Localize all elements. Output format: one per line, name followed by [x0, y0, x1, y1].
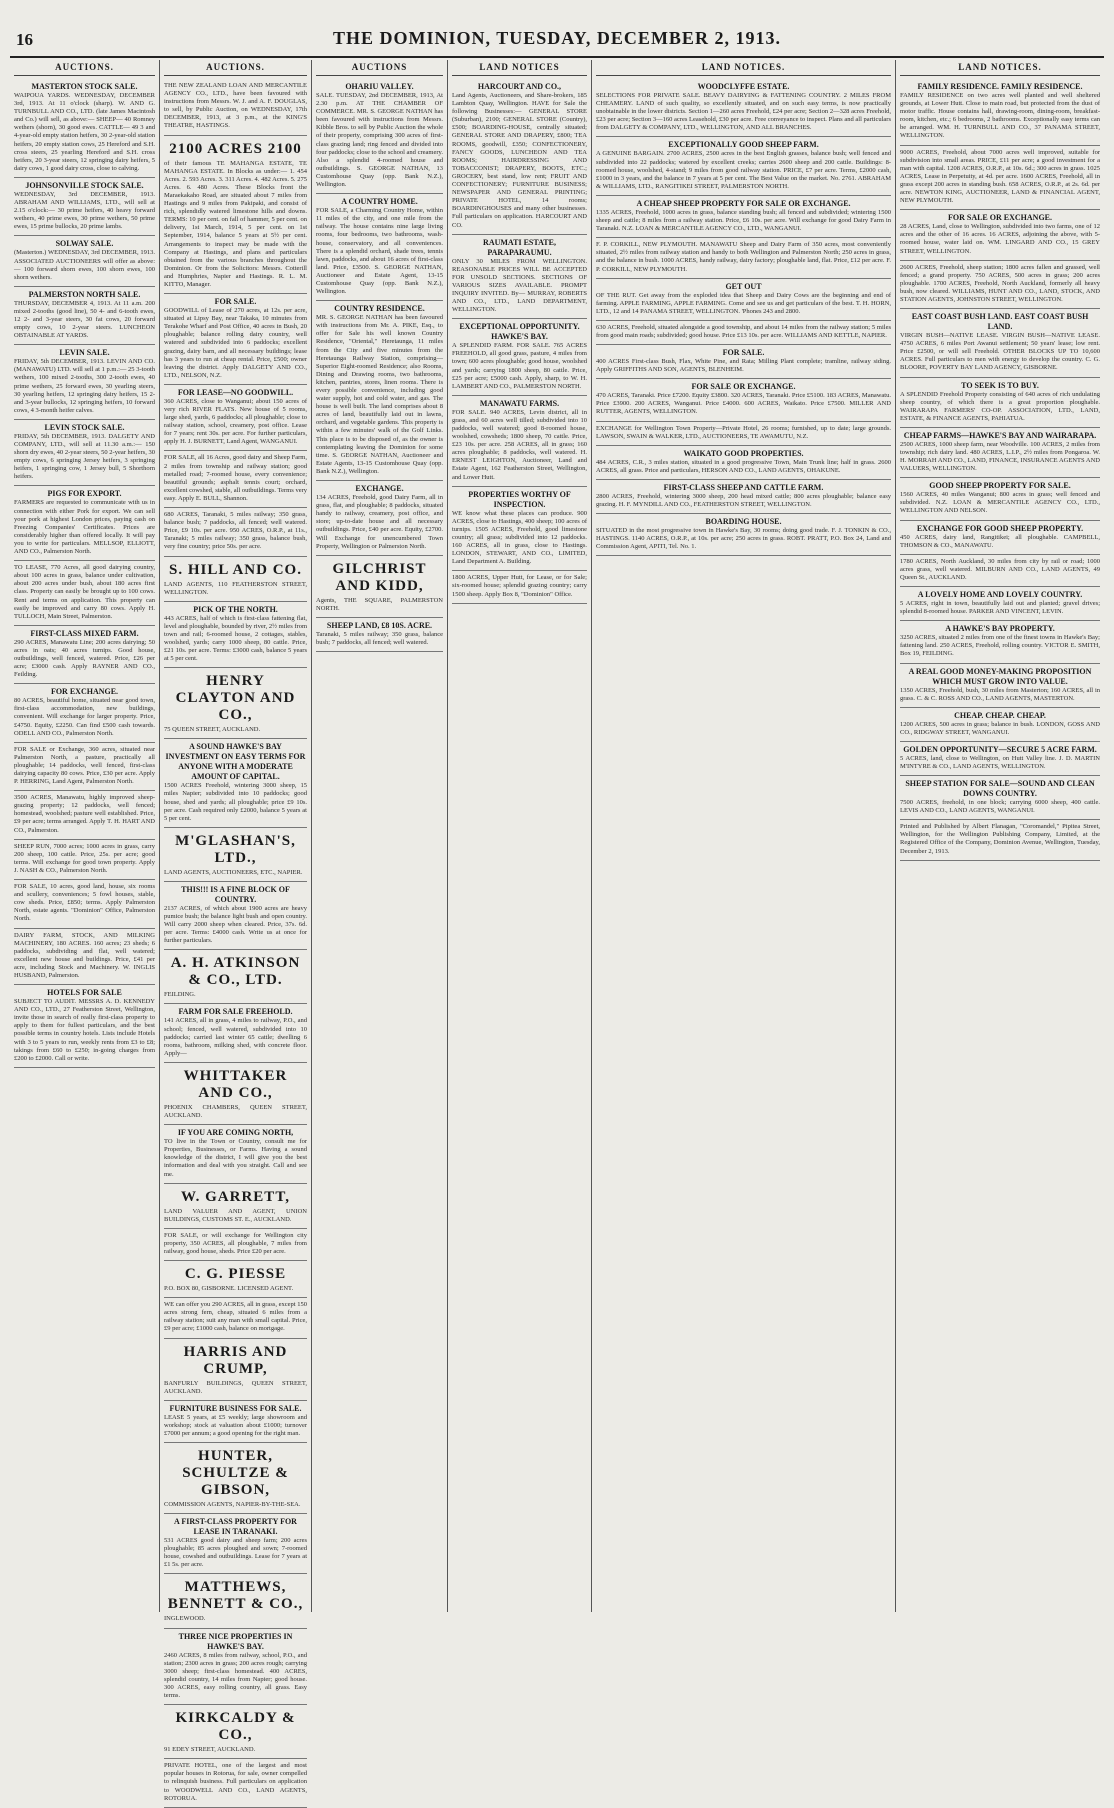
classified-ad: [14, 345, 155, 420]
classified-ad: [164, 1401, 307, 1443]
ad-body: PRIVATE HOTEL, one of the largest and most popular houses in Rotorua, for sale, owner compelled to relinquish business. Full particulars on application to WOODWELL AND CO., LAND AGENTS, ROTORUA.: [164, 1762, 307, 1802]
ad-body: WE can offer you 290 ACRES, all in grass, except 150 acres strong fern, cheap, situated 6 miles from a railway station; suit any man with small capital. Price, £9 per acre; £1000 cash, balance on mortgage.: [164, 1301, 307, 1333]
ad-body: 7500 ACRES, freehold, in one block; carrying 6000 sheep, 400 cattle. LEVIS AND CO., LAND AGENTS, WANGANUI.: [900, 799, 1100, 815]
ad-body: Land Agents, Auctioneers, and Share-brokers, 185 Lambton Quay, Wellington. HAVE for Sale the following Businesses:— GENERAL STORE (Suburban), 2100; GENERAL STORE (Country), £500; BOARDING-HOUSE, centrally situated; GENERAL STORE AND DRAPERY, £800; TEA ROOMS, goodwill, £350; CONFECTIONERY, FANCY GOODS, LUNCHEON AND TEA ROOMS; HAIRDRESSING AND TOBACCONIST; DRAPERY, BOOTS, ETC.; GROCERY, best stand, low rent; FRUIT AND CONFECTIONERY; FURNITURE BUSINESS; NEWSPAPER AND GENERAL PRINTING; PRIVATE HOTEL, 14 rooms; BOARDINGHOUSES and many other businesses. Full particulars on application. HARCOURT AND CO.: [452, 92, 587, 229]
classified-ad: [14, 985, 155, 1068]
ad-title: CHEAP. CHEAP. CHEAP.: [954, 710, 1046, 720]
ad-title: FOR LEASE—NO GOODWILL.: [177, 387, 294, 397]
classified-ad: [164, 294, 307, 385]
column-heading: LAND NOTICES: [452, 60, 587, 76]
ad-title: HARCOURT AND CO.,: [477, 82, 562, 91]
column-heading: AUCTIONS.: [164, 60, 307, 76]
ad-body: 5 ACRES, land, close to Wellington, on Hutt Valley line. J. D. MARTIN M'INTYRE & CO., LAND AGENTS, WELLINGTON.: [900, 754, 1100, 770]
classified-ad: [14, 561, 155, 626]
ad-title: PICK OF THE NORTH.: [193, 604, 278, 614]
ad-body: 680 ACRES, Taranaki, 5 miles railway; 350 grass, balance bush; 7 paddocks, all fenced; well watered. Price, £9 10s. per acre. 950 ACRES, O.R.P., at 11s., Taranaki; 5 miles railway; 350 grass, balance bush, very fine country; price 50s. per acre.: [164, 511, 307, 551]
ad-body: SALE. TUESDAY, 2nd DECEMBER, 1913, At 2.30 p.m. AT THE CHAMBER OF COMMERCE. MR. S. GEORGE NATHAN has been favoured with instructions from Messrs. Kibble Bros. to sell by Public Auction the whole of their property, comprising 300 acres of first-class grazing land; ring fenced and divided into four paddocks; close to the school and creamery. Also a splendid 4-roomed house and outbuildings. S. GEORGE NATHAN, 13 Customhouse Quay (opp. Bank N.Z.), Wellington.: [316, 92, 443, 189]
classified-ad: [164, 1705, 307, 1759]
ad-body: LEASE 5 years, at £5 weekly; large showroom and workshop; stock at valuation about £1000; turnover £7000 per annum; a good opening for the right man.: [164, 1413, 307, 1437]
classified-ad: [596, 514, 891, 556]
classified-ad: [164, 1443, 307, 1514]
column-heading: AUCTIONS: [316, 60, 443, 76]
classified-ad: [900, 521, 1100, 555]
column-heading: LAND NOTICES.: [596, 60, 891, 76]
ad-body: SUBJECT TO AUDIT. MESSRS A. D. KENNEDY AND CO., LTD., 27 Featherston Street, Wellington, invite those in search of really first-class property to apply to them for fullest particulars, and the best possible terms in country hotels. Lists include Hotels with 3 to 5 years to run, weekly rents from £3 to £8; takings from £60 to £250; in-going charges from £200 to £2000. Call or write.: [14, 998, 155, 1062]
classified-ad: [164, 882, 307, 950]
ad-title: FAMILY RESIDENCE. FAMILY RESIDENCE.: [917, 82, 1083, 91]
ad-title: LEVIN SALE.: [59, 348, 110, 358]
ad-body: 443 ACRES, half of which is first-class fattening flat, level and ploughable, bounded by river, 2½ miles from town and rail; 6-roomed house, 2 cottages, stables, woolshed, yards; carry 1000 sheep, 80 cattle. Price, £21 10s. per acre. Terms: £3000 cash, balance 5 years at 5 per cent.: [164, 614, 307, 663]
ad-title: EXCEPTIONAL OPPORTUNITY. HAWKE'S BAY.: [459, 322, 580, 342]
ad-body: 1335 ACRES, Freehold, 1000 acres in grass, balance standing bush; all fenced and subdivided; wintering 1500 sheep and cattle; 8 miles from a railway station. Price, £6 10s. per acre. Will exchange for good Dairy Farm in Taranaki. N.Z. LOAN & MERCANTILE AGENCY CO., LTD., WANGANUI.: [596, 208, 891, 233]
classified-ad: [164, 1574, 307, 1628]
ad-body: SELECTIONS FOR PRIVATE SALE. BEAVY DAIRYING & FATTENING COUNTRY. 2 MILES FROM CHEAMERY. LAND of such quality, so excellently situated, and on such easy terms, is now practically unobtainable in the lower districts. Section 1—260 acres Freehold, £24 per acre; Section 2—328 acres Freehold, £23 per acre; Section 3—160 acres Leasehold, £30 per acre. Free conveyance to inspect. Plans and all particulars from DALGETY & COMPANY, LTD., WELLINGTON, AND ALL BRANCHES.: [596, 92, 891, 132]
classified-ad: [14, 626, 155, 684]
ad-body: WE know what these places can produce. 900 ACRES, close to Hastings, 400 sheep; 100 acres of turnips. 1505 ACRES, Freehold, good limestone country; all grass; subdivided into 12 paddocks. 160 ACRES, all in grass, close to Hastings. LONDON, STEWART, AND CO., LIMITED, Land Department A. Building.: [452, 509, 587, 566]
ad-body: Agents, THE SQUARE, PALMERSTON NORTH.: [316, 596, 443, 612]
ad-title: RAUMATI ESTATE, PARAPARAUMU.: [483, 237, 556, 257]
classified-ad: [164, 451, 307, 508]
classified-ad: [900, 664, 1100, 708]
ad-body: DAIRY FARM, STOCK, AND MILKING MACHINERY, 180 ACRES. 160 acres; 23 sheds; 6 paddocks, subdividing and flat, well watered; excellent new house and buildings. Price, £41 per acre, including Stock and Machinery. W. INGLIS HUSBAND, Palmerston.: [14, 931, 155, 979]
ad-title: A LOVELY HOME AND LOVELY COUNTRY.: [917, 590, 1083, 600]
classified-ad: [900, 309, 1100, 377]
ad-body: 3250 ACRES, situated 2 miles from one of the finest towns in Hawke's Bay; fattening land. 250 ACRES, Freehold, rolling country. VICTOR E. SMITH, Box 19, FEILDING.: [900, 634, 1100, 658]
classified-ad: [164, 1229, 307, 1261]
ad-body: WEDNESDAY, 3rd DECEMBER, 1913. ABRAHAM AND WILLIAMS, LTD., will sell at 2.15 o'clock:— 30 prime heifers, 40 heavy forward wethers, 40 prime ewes, 30 prime wethers, 50 prime ewes, 15 prime bullocks, 20 prime lambs.: [14, 190, 155, 231]
classified-ad: [14, 178, 155, 236]
ad-advertiser-name: HENRY CLAYTON AND CO.,: [175, 673, 296, 724]
ad-body: OF THE RUT. Get away from the exploded idea that Sheep and Dairy Cows are the beginning and end of farming. APPLE FARMING, APPLE FARMING. Come and see us and get particulars of the best. T. H. HORN, LTD., 12 and 14 PANAMA STREET, WELLINGTON. 'Phones 243 and 2800.: [596, 291, 891, 315]
ad-advertiser-name: KIRKCALDY & CO.,: [175, 1710, 296, 1744]
ad-title: CHEAP FARMS—HAWKE'S BAY AND WAIRARAPA.: [903, 430, 1097, 440]
ad-body: TO live in the Town or Country, consult me for Properties, Businesses, or Farms. Having a sound knowledge of the district, I will give you the best information and deal with you straight. Call and see me.: [164, 1138, 307, 1178]
ad-body: 450 ACRES, dairy land, Rangitikei; all ploughable. CAMPBELL, THOMSON & CO., MANAWATU.: [900, 533, 1100, 549]
ad-body: SHEEP RUN, 7000 acres; 1000 acres in grass, carry 200 sheep, 100 cattle. Price, 25s. per acre; good terms. Will exchange for good town property. Apply J. NASH & CO., Palmerston North.: [14, 842, 155, 874]
classified-ad: [14, 840, 155, 880]
classified-ad: [900, 742, 1100, 776]
ad-body: BANFURLY BUILDINGS, QUEEN STREET, AUCKLAND.: [164, 1379, 307, 1395]
ad-body: FOR SALE, all 16 Acres, good dairy and Sheep Farm, 2 miles from township and railway station; good metalled road; 7-roomed house, every convenience; beautiful grounds; asphalt tennis court; orchard, excellent cowshed, stable, all outbuildings. Terms very easy. Apply E. BULL, Shannon.: [164, 454, 307, 502]
ad-body: 134 ACRES, Freehold, good Dairy Farm, all in grass, flat, and ploughable; 8 paddocks, situated handy to railway, creamery, post office, and store; up-to-date house and all necessary outbuildings. Price, £40 per acre. Equity, £2700. Will Exchange for unencumbered Town Property, Wellington or Palmerston North.: [316, 494, 443, 550]
ad-title: GOLDEN OPPORTUNITY—SECURE 5 ACRE FARM.: [903, 744, 1097, 754]
ad-title: TO SEEK IS TO BUY.: [961, 380, 1039, 390]
ad-title: FOR EXCHANGE.: [50, 687, 119, 697]
classified-ad: [452, 79, 587, 235]
ad-title: FIRST-CLASS MIXED FARM.: [30, 628, 139, 638]
classified-ad: [596, 446, 891, 480]
ad-body: 1560 ACRES, 40 miles Wanganui; 800 acres in grass; well fenced and subdivided. N.Z. LOAN & MERCANTILE AGENCY CO., LTD., WELLINGTON AND NELSON.: [900, 491, 1100, 515]
ad-body: EXCHANGE for Wellington Town Property—Private Hotel, 26 rooms; furnished, up to date; large grounds. LAWSON, SWAIN & WALKER, LTD., AUCTIONEERS, TE AWAMUTU, N.Z.: [596, 424, 891, 440]
classified-ad: [164, 668, 307, 739]
classified-ad: [452, 571, 587, 603]
classified-ad: [164, 385, 307, 452]
ad-body: F. P. CORKILL, NEW PLYMOUTH. MANAWATU Sheep and Dairy Farm of 350 acres, most conveniently situated, 2½ miles from railway station and handy to both Wellington and Palmerston North; 250 acres in grass, and the balance in bush. 1000 ACRES, handy railway, dairy factory; ploughable land, flat. Price, £12 per acre. F. P. CORKILL, NEW PLYMOUTH.: [596, 241, 891, 273]
ad-body: FOR SALE or Exchange, 360 acres, situated near Palmerston North, a pasture, practically all ploughable; 14 paddocks, well fenced, first-class dairying capacity 80 cows. Price, £30 per acre. Apply P. HERRING, Land Agent, Palmerston North.: [14, 745, 155, 786]
classified-ad: [164, 950, 307, 1004]
classified-ad: [14, 486, 155, 561]
classified-ad: [164, 1261, 307, 1298]
classified-ad: [316, 556, 443, 618]
page-header: [10, 26, 1104, 58]
ad-title: BOARDING HOUSE.: [705, 517, 782, 527]
ad-title: FOR SALE OR EXCHANGE.: [691, 382, 796, 392]
classified-ad: [164, 1004, 307, 1062]
ad-body: Taranaki, 5 miles railway; 350 grass, balance bush; 7 paddocks, all fenced; well watered.: [316, 630, 443, 646]
classified-ad: [900, 428, 1100, 478]
ad-body: 484 ACRES, C.R., 3 miles station, situated in a good progressive Town, Main Trunk line; half in grass. 2600 ACRES, all grass. Price and particulars, HERSON AND CO., LAND AGENTS, OHAKUNE.: [596, 458, 891, 474]
ad-body: FOR SALE, 10 acres, good land, house, six rooms and scullery, conveniences; 5 fowl houses, stable, cow sheds. Price, £850; terms. Apply Palmerston North, estate agents. "Dominion" Office, Palmerston North.: [14, 883, 155, 923]
ad-advertiser-name: MATTHEWS, BENNETT & CO.,: [167, 1579, 304, 1613]
ad-body: WAIPOUA YARDS. WEDNESDAY, DECEMBER 3rd, 1913. At 11 o'clock (sharp). W. AND G. TURNBULL AND CO., LTD. (late James Macintosh and Co.) will sell, as above:— SHEEP— 40 Romney wethers (shorn), 30 good ewes. CATTLE— 49 3 and 4-year-old empty station heifers, 30 2-year-old station heifers, 20 empty station cows, 25 Hereford and S.H. cross steers, 25 yearling Hereford and S.H. cross heifers, 20 3-year steers, 12 springing dairy heifers, 5 dairy cows, 1 good dairy cross, close to calving.: [14, 92, 155, 172]
classified-ad: [14, 236, 155, 286]
ad-title: JOHNSONVILLE STOCK SALE.: [25, 180, 144, 190]
ad-body: 1800 ACRES, Upper Hutt, for Lease, or for Sale; six-roomed house; splendid grazing country; carry 1500 sheep. Apply Box 8, "Dominion" Office.: [452, 574, 587, 598]
ad-advertiser-name: W. GARRETT,: [181, 1188, 290, 1205]
ad-body: LAND AGENTS, 110 FEATHERSTON STREET, WELLINGTON.: [164, 580, 307, 596]
classified-ad: [596, 79, 891, 137]
ad-advertiser-name: M'GLASHAN'S, LTD.,: [175, 832, 296, 866]
ad-advertiser-name: 2100 ACRES 2100: [169, 140, 302, 157]
classified-ad: [164, 1339, 307, 1401]
ad-body: 80 ACRES, beautiful home, situated near good town, first-class accommodation, new buildings, convenient. Will exchange for larger property. Price, £4750. Equity, £2250. Can find £500 cash towards. ODELL AND CO., Palmerston North.: [14, 697, 155, 737]
ad-body: 91 EDEY STREET, AUCKLAND.: [164, 1746, 256, 1754]
ad-body: 531 ACRES good dairy and sheep farm; 200 acres ploughable; 85 acres ploughed and sown; 7-roomed house, cowshed and outbuildings. Lease for 7 years at £1 5s. per acre.: [164, 1537, 307, 1569]
ad-title: A COUNTRY HOME.: [341, 197, 418, 207]
ad-title: OHARIU VALLEY.: [345, 82, 414, 91]
column-3: [312, 60, 448, 1612]
classified-ad: [14, 420, 155, 487]
ad-title: FOR SALE OR EXCHANGE.: [947, 213, 1052, 223]
ad-title: LEVIN STOCK SALE.: [44, 422, 125, 432]
ad-title: SOLWAY SALE.: [55, 239, 114, 249]
ad-body: 2600 ACRES, Freehold, sheep station; 1800 acres fallen and grassed, well fenced; a grand property. 750 ACRES, 500 acres in grass; 200 acres ploughable. 1700 ACRES, Freehold, North Auckland, formerly all heavy bush, now cleared. WILLIAMS, HUNT AND CO., LAND, STOCK, AND STATION AGENTS, JOHNSTON STREET, WELLINGTON.: [900, 263, 1100, 303]
ad-body: 28 ACRES, Land, close to Wellington, subdivided into two farms, one of 12 acres and the other of 16 acres. 16 ACRES, adjoining the above, with 5-roomed house, water laid on. WM. LINGARD AND CO., 15 GREY STREET, WELLINGTON.: [900, 223, 1100, 255]
classified-ad: [164, 1759, 307, 1807]
column-6: [896, 60, 1104, 1612]
classified-ad: [900, 210, 1100, 260]
ad-body: THURSDAY, DECEMBER 4, 1913. At 11 a.m. 200 mixed 2-tooths (good line), 50 4- and 6-tooth ewes, 12 2- and 3-year steers, 30 fat cows, 20 forward empty cows, 10 2-year steers. LUNCHEON OBTAINABLE AT YARDS.: [14, 299, 155, 340]
classified-ad: [900, 776, 1100, 820]
ad-body: 3500 ACRES, Manawatu, highly improved sheep-grazing property; 12 paddocks, well fenced; homestead, woolshed; pasture well established. Price, £9 per acre; terms arranged. Apply T. H. HART AND CO., Palmerston.: [14, 794, 155, 834]
newspaper-columns: [10, 60, 1104, 1802]
ad-body: ONLY 30 MILES FROM WELLINGTON. REASONABLE PRICES WILL BE ACCEPTED FOR UNSOLD SECTIONS. SECTIONS OF VARIOUS SIZES AVAILABLE. PROMPT INQUIRY INVITED. By— MURRAY, ROBERTS AND CO., LTD., LAND DEPARTMENT, WELLINGTON.: [452, 257, 587, 314]
classified-ad: [900, 146, 1100, 211]
classified-ad: [14, 684, 155, 742]
ad-body: 630 ACRES, Freehold, situated alongside a good township, and about 14 miles from the railway station; 5 miles from good main roads; subdivided; good house. Price £13 10s. per acre. WILLIAMS AND KETTLE, NAPIER.: [596, 323, 891, 339]
ad-body: 1350 ACRES, Freehold, bush, 30 miles from Masterton; 160 ACRES, all in grass. C. & C. ROSS AND CO., LAND AGENTS, MASTERTON.: [900, 686, 1100, 702]
masthead: THE DOMINION, TUESDAY, DECEMBER 2, 1913.: [333, 28, 781, 48]
classified-ad: [452, 235, 587, 320]
ad-title: A FIRST-CLASS PROPERTY FOR LEASE IN TARANAKI.: [174, 1517, 297, 1537]
classified-ad: [164, 828, 307, 882]
ad-body: 9000 ACRES, Freehold, about 7000 acres well improved, suitable for subdivision into small areas. PRICE, £11 per acre; a good investment for a man with capital. 1208 ACRES, O.R.P., at 10s. 6d.; 300 acres in grass. 1025 ACRES, Lease in Perpetuity, at 4d. per acre. 1600 ACRES, Freehold, all in grass except 200 acres in standing bush. 658 ACRES, O.R.P., at 2s. 6d. per acre. NEWTON KING, AUCTIONEER, LAND & FINANCIAL AGENT, NEW PLYMOUTH.: [900, 148, 1100, 205]
classified-ad: [14, 929, 155, 986]
classified-ad: [164, 508, 307, 556]
ad-body: GOODWILL of Lease of 270 acres, at 12s. per acre, situated at Lipsy Bay, near Takaka, 10 minutes from Terakohe Wharf and Post Office, 40 acres in Bush, 20 ploughable; balance rolling dairy country, well watered and subdivided into 6 paddocks; excellent grazing, dairy barn, and all necessary buildings; lease has 3 years to run at cheap rental. Price, £500; owner leaving the district. Apply DALGETY AND CO., LTD., NELSON, N.Z.: [164, 307, 307, 379]
ad-body: A SPLENDID Freehold Property consisting of 640 acres of rich undulating sheep country, of which there is a great proportion ploughable. WAIRARAPA FARMERS' CO-OP. ASSOCIATION, LTD., LAND, ESTATE, & FINANCE AGENTS, PAHIATUA.: [900, 390, 1100, 422]
ad-body: TO LEASE, 770 Acres, all good dairying country, about 100 acres in grass, balance under cultivation, about 200 acres under bush, about 180 acres first class. Property can easily be brought up to 100 cows. Rent and terms on application. This property can easily be improved and carry 80 cows. Apply H. TULLOCH, Main Street, Palmerston.: [14, 564, 155, 620]
ad-title: A CHEAP SHEEP PROPERTY FOR SALE OR EXCHANGE.: [636, 198, 851, 208]
ad-title: PALMERSTON NORTH SALE.: [28, 289, 141, 299]
classified-ad: [164, 1125, 307, 1183]
ad-body: 5 ACRES, right in town, beautifully laid out and planted; gravel drives; splendid 8-roomed house. PARKER AND VINCENT, LEVIN.: [900, 600, 1100, 616]
classified-ad: [596, 321, 891, 345]
ad-body: FARMERS are requested to communicate with us in connection with either Pork for export. We can sell your pork at highest London prices, paying cash on Freezing Companies' Certificates. Prices are considerably higher than offered locally. It will pay you to write for particulars. MELLSOP, ELLIOTT, AND CO., Palmerston North.: [14, 499, 155, 556]
ad-title: COUNTRY RESIDENCE.: [334, 304, 425, 314]
ad-title: IF YOU ARE COMING NORTH,: [177, 1128, 294, 1138]
ad-body: LAND VALUER AND AGENT, UNION BUILDINGS, CUSTOMS ST. E., AUCKLAND.: [164, 1207, 307, 1223]
column-4: [448, 60, 592, 1612]
classified-ad: [14, 743, 155, 791]
ad-title: SHEEP LAND, £8 10S. ACRE.: [326, 620, 433, 630]
ad-title: FIRST-CLASS SHEEP AND CATTLE FARM.: [663, 482, 824, 492]
classified-ad: [596, 379, 891, 421]
ad-body: FEILDING.: [164, 991, 196, 999]
classified-ad: [596, 480, 891, 514]
ad-body: FRIDAY, 5th DECEMBER, 1913. DALGETY AND COMPANY, LTD., will sell at 11.30 a.m.:— 150 shorn dry ewes, 40 2-year steers, 50 2-year heifers, 30 empty cows, 6 springing Jersey heifers, 3 springing heifers, 1 springing cow, 1 Jersey bull, 5 Shorthorn heifers.: [14, 432, 155, 481]
ad-advertiser-name: GILCHRIST AND KIDD,: [332, 560, 427, 594]
classified-ad: [164, 136, 307, 295]
column-2: [160, 60, 312, 1802]
ad-body: FOR SALE, or will exchange for Wellington city property, 350 ACRES, all ploughable, 7 miles from railway, good house, sheds. Price £20 per acre.: [164, 1231, 307, 1255]
ad-title: WAIKATO GOOD PROPERTIES.: [683, 448, 804, 458]
ad-title: GET OUT: [725, 281, 762, 291]
ad-title: HOTELS FOR SALE: [47, 988, 122, 998]
ad-title: A SOUND HAWKE'S BAY INVESTMENT ON EASY TERMS FOR ANYONE WITH A MODERATE AMOUNT OF CAPITAL.: [165, 742, 306, 782]
ad-body: 141 ACRES, all in grass, 4 miles to railway, P.O., and school; fenced, well watered, subdivided into 10 paddocks; carried last winter 65 cattle; dwelling 6 rooms, bathroom, milking shed, with concrete floor. Apply—: [164, 1017, 307, 1057]
ad-body: FOR SALE, a Charming Country Home, within 11 miles of the city, and one mile from the railway. The house contains nine large living rooms, four bedrooms, two bathrooms, wash-house, conservatory, and all conveniences. There is a splendid orchard, shade trees, tennis lawn, paddocks, and about 16 acres of first-class land. Price, £3500. S. GEORGE NATHAN, Auctioneer and Estate Agent, 13-15 Customhouse Quay (opp. Bank N.Z.), Wellington.: [316, 207, 443, 296]
classified-ad: [316, 618, 443, 652]
classified-ad: [900, 621, 1100, 663]
ad-title: THIS!!! IS A FINE BLOCK OF COUNTRY.: [181, 884, 290, 904]
classified-ad: [14, 880, 155, 928]
ad-body: INGLEWOOD.: [164, 1615, 206, 1623]
ad-title: MANAWATU FARMS.: [479, 398, 560, 408]
ad-body: COMMISSION AGENTS, NAPIER-BY-THE-SEA.: [164, 1501, 301, 1508]
ad-body: FRIDAY, 5th DECEMBER, 1913. LEVIN AND CO. (MANAWATU) LTD. will sell at 1 p.m.:— 25 3-tooth wethers, 100 mixed 2-tooths, 300 2-tooth ewes, 40 prime wethers, 25 forward ewes, 30 yearling steers, 30 yearling heifers, 12 springing dairy heifers, 15 2- and 3-year bullocks, 12 springing heifers, 10 forward cows, 4 3-month heifer calves.: [14, 358, 155, 414]
ad-title: FOR SALE.: [214, 297, 257, 307]
ad-advertiser-name: HUNTER, SCHULTZE & GIBSON,: [182, 1448, 289, 1498]
ad-title: FARM FOR SALE FREEHOLD.: [178, 1007, 293, 1017]
ad-body: PHOENIX CHAMBERS, QUEEN STREET, AUCKLAND.: [164, 1103, 307, 1120]
ad-title: FOR SALE.: [722, 348, 765, 358]
ad-body: 290 ACRES, Manawatu Line; 200 acres dairying; 50 acres in oats; 40 acres turnips. Good house, outbuildings, well fenced, watered. Price, £26 per acre; £3000 cash. Apply RAYNER AND CO., Feilding.: [14, 638, 155, 679]
ad-advertiser-name: A. H. ATKINSON & CO., LTD.: [170, 955, 301, 989]
ad-advertiser-name: C. G. PIESSE: [184, 1266, 287, 1283]
classified-ad: [14, 791, 155, 839]
ad-title: GOOD SHEEP PROPERTY FOR SALE.: [929, 481, 1071, 491]
classified-ad: [316, 481, 443, 556]
ad-body: 360 ACRES, close to Wanganui; about 150 acres of very rich RIVER FLATS. New house of 5 rooms, large shed, yards, 6 paddocks; all ploughable; close to railway station, school, creamery, post office. Lease for 7 years; rent 30s. per acre. For further particulars, apply H. J. BURNETT, Land Agent, WANGANUI.: [164, 397, 307, 446]
ad-body: 400 ACRES First-class Bush, Flax, White Pine, and Rata; Milling Plant complete; tramline, railway siding. Apply GRIFFITHS AND SON, AGENTS, BLENHEIM.: [596, 358, 891, 374]
classified-ad: [452, 319, 587, 396]
ad-body: THE NEW ZEALAND LOAN AND MERCANTILE AGENCY CO., LTD., have been favoured with instructions from Messrs. W. J. and A. F. DOUGLAS, to sell, by Public Auction, on WEDNESDAY, 17th DECEMBER, 1913, at 3 p.m., at the KING'S THEATRE, HASTINGS.: [164, 82, 307, 130]
classified-ad: [164, 1514, 307, 1574]
ad-body: Printed and Published by Albert Flanagan, "Coromandel," Pipitea Street, Wellington, for the Wellington Publishing Company, Limited, at the Registered Office of the Company, Dominion Avenue, Wellington, Tuesday, December 2, 1913.: [900, 823, 1100, 855]
classified-ad: [596, 238, 891, 278]
ad-body: of their famous TE MAHANGA ESTATE, TE MAHANGA ESTATE. In Blocks as under:— 1. 454 Acres. 2. 593 Acres. 3. 311 Acres. 4. 482 Acres. 5. 275 Acres. 6. 480 Acres. These Blocks front the Maraekakaho Road, are situated about 7 miles from Hastings and 9 miles from Pakipaki, and consist of rich, splendidly watered limestone hills and downs. TERMS: 10 per cent. on fall of hammer, 5 per cent. on delivery, 1st March, 1914, 5 per cent. on 1st September, 1914, balance 5 years at 5½ per cent. Arrangements to inspect may be made with the Company at Hastings, and plans and particulars obtained from the various branches throughout the Dominion. Or from the Solicitors: Messrs. Cotterill and Humphries, Napier and Hastings. R. L. M. KITTO, Manager.: [164, 159, 307, 288]
ad-body: 1200 ACRES, 500 acres in grass; balance in bush. LONDON, GOSS AND CO., RIDGWAY STREET, WANGANUI.: [900, 720, 1100, 736]
classified-ad: [596, 137, 891, 195]
ad-body: 2500 ACRES, 1000 sheep farm, near Woodville. 100 ACRES, 2 miles from township; rich dairy land. 480 ACRES, L.I.P., 2½ miles from Pongaroa. W. H. MORRAH AND CO., LAND, FINANCE, INSURANCE AGENTS AND VALUERS, WELLINGTON.: [900, 440, 1100, 473]
ad-body: 2460 ACRES, 8 miles from railway, school, P.O., and station; 2300 acres in grass; 200 acres rough; carrying 3000 sheep; first-class homestead. 400 ACRES, splendid country, 14 miles from Napier; good house. 300 ACRES, easy rolling country, all grass. Easy terms.: [164, 1651, 307, 1700]
ad-body: 75 QUEEN STREET, AUCKLAND.: [164, 726, 261, 734]
ad-body: P.O. BOX 80, GISBORNE. LICENSED AGENT.: [164, 1285, 294, 1293]
ad-body: VIRGIN BUSH—NATIVE LEASE. VIRGIN BUSH—NATIVE LEASE. 4750 ACRES, 6 miles Port Awanui settlement; 50 years' lease; low rent. Price £2500, or will sell Freehold. OTHER BLOCKS UP TO 10,600 ACRES. Full particulars to men with energy to develop the country. C. G. BLOORE, POVERTY BAY LAND AGENCY, GISBORNE.: [900, 332, 1100, 372]
classified-ad: [164, 79, 307, 136]
ad-body: 470 ACRES, Taranaki. Price £7200. Equity £3800. 320 ACRES, Taranaki. Price £5100. 183 ACRES, Manawatu. Price £3900. 200 ACRES, Wanganui. Price £4000. 600 ACRES, Waikato. Price £7500. MILLER AND RUTTER, AGENTS, WELLINGTON.: [596, 392, 891, 416]
ad-title: EXCHANGE.: [355, 484, 404, 494]
ad-body: FAMILY RESIDENCE on two acres well planted and well sheltered grounds, at Lower Hutt. Close to main road, but protected from the dust of motor traffic. House contains hall, drawing-room, dining-room, breakfast-room, kitchen, etc.; 6 bedrooms, 2 bathrooms. Exceptionally easy terms can be arranged. WM. H. TURNBULL AND CO., 37 PANAMA STREET, WELLINGTON.: [900, 92, 1100, 140]
classified-ad: [164, 1298, 307, 1338]
classified-ad: [596, 422, 891, 446]
ad-body: LAND AGENTS, AUCTIONEERS, ETC., NAPIER.: [164, 868, 303, 876]
classified-ad: [14, 287, 155, 345]
classified-ad: [596, 345, 891, 379]
ad-body: 2800 ACRES, Freehold, wintering 3000 sheep, 200 head mixed cattle; 800 acres ploughable; balance easy grazing. H. F. MYNDILL AND CO., FEATHERSTON STREET, WELLINGTON.: [596, 492, 891, 508]
ad-title: SHEEP STATION FOR SALE—SOUND AND CLEAN DOWNS COUNTRY.: [905, 779, 1095, 799]
ad-title: FURNITURE BUSINESS FOR SALE.: [169, 1403, 302, 1413]
classified-ad: [900, 261, 1100, 309]
ad-title: PIGS FOR EXPORT.: [47, 489, 122, 499]
ad-body: 1780 ACRES, North Auckland, 30 miles from city by rail or road; 1000 acres grass, well watered. MILBURN AND CO., LAND AGENTS, 49 Queen St., AUCKLAND.: [900, 557, 1100, 581]
classified-ad: [164, 739, 307, 827]
ad-advertiser-name: S. HILL AND CO.: [169, 561, 302, 578]
classified-ad: [164, 602, 307, 669]
classified-ad: [164, 1184, 307, 1229]
classified-ad: [596, 279, 891, 321]
classified-ad: [900, 820, 1100, 860]
ad-body: FOR SALE. 940 ACRES, Levin district, all in grass, and 60 acres well tilled; subdivided into 10 paddocks, well watered; good 8-roomed house, woolshed, cowsheds; 1800 sheep, 70 cattle. Price, £23 10s. per acre. 258 ACRES, all in grass; 160 acres ploughable; 8 paddocks, well watered. H. ERNEST LEIGHTON, Auctioneer, Land and Estate Agent, 162 Featherston Street, Wellington, and Lower Hutt.: [452, 408, 587, 481]
column-5: [592, 60, 896, 1612]
ad-title: EXCHANGE FOR GOOD SHEEP PROPERTY.: [916, 523, 1084, 533]
ad-body: MR. S. GEORGE NATHAN has been favoured with instructions from Mr. A. PIKE, Esq., to offer for Sale his well known Country Residence, "Oriental," Heretaunga, 11 miles from the City and five minutes from the Heretaunga Railway Station, comprising— Superior Eight-roomed Residence; also Rooms, Dining and Drawing rooms, two bathrooms, kitchen, pantries, stores, linen rooms. There is every possible convenience, including good water supply, hot and cold water, and gas. The house is well built. The land comprises about 8 acres of land, beautifully laid out in lawns, orchard, and vegetable gardens. This property is within a few minutes' walk of the Golf Links. This place is to be disposed of, as the owner is contemplating leaving the Dominion for some time. S. GEORGE NATHAN, Auctioneer and Estate Agents, 13-15 Customhouse Quay (opp. Bank N.Z.), Wellington.: [316, 314, 443, 475]
classified-ad: [452, 396, 587, 487]
classified-ad: [900, 555, 1100, 587]
ad-body: SITUATED in the most progressive town in Hawke's Bay, 30 rooms; doing good trade. F. J. TONKIN & CO., HASTINGS. 1140 ACRES, O.R.P., at 10s. per acre; 250 acres in grass. ROBT. PRATT, P.O. Box 24, Land and Commission Agent, APITI, Tel. No. 1.: [596, 527, 891, 551]
classified-ad: [900, 478, 1100, 520]
classified-ad: [316, 79, 443, 194]
classified-ad: [900, 708, 1100, 742]
column-heading: LAND NOTICES.: [900, 60, 1100, 76]
ad-title: WOODCLYFFE ESTATE.: [697, 82, 790, 91]
classified-ad: [164, 1629, 307, 1706]
ad-advertiser-name: HARRIS AND CRUMP,: [183, 1343, 288, 1377]
classified-ad: [452, 487, 587, 572]
ad-body: 1500 ACRES Freehold, wintering 3000 sheep, 15 miles Napier; subdivided into 10 paddocks; good house, shed and yards; all ploughable; price £9 10s. per acre. Cash required only £2000, balance 5 years at 5 per cent.: [164, 782, 307, 822]
ad-body: A SPLENDID FARM. FOR SALE. 765 ACRES FREEHOLD, all good grass, pasture, 4 miles from town; 600 acres ploughable; good house, woolshed and yards; carrying 1800 sheep, 80 cattle. Price, £25 per acre; £5000 cash. Apply, sharp, to W. H. LAMBERT AND CO., PALMERSTON NORTH.: [452, 342, 587, 390]
ad-title: PROPERTIES WORTHY OF INSPECTION.: [468, 489, 571, 509]
column-heading: AUCTIONS.: [14, 60, 155, 76]
ad-body: 2137 ACRES, of which about 1900 acres are heavy pumice bush; the balance light bush and open country. Will carry 2000 sheep when cleared. Price, 37s. 6d. per acre. Terms: £4000 cash. Write us at once for further particulars.: [164, 904, 307, 945]
ad-title: THREE NICE PROPERTIES IN HAWKE'S BAY.: [178, 1631, 293, 1651]
classified-ad: [900, 378, 1100, 428]
ad-title: MASTERTON STOCK SALE.: [31, 82, 138, 91]
ad-advertiser-name: WHITTAKER AND CO.,: [183, 1067, 288, 1101]
classified-ad: [164, 1063, 307, 1125]
ad-title: EAST COAST BUSH LAND. EAST COAST BUSH LAND.: [911, 312, 1089, 332]
ad-title: EXCEPTIONALLY GOOD SHEEP FARM.: [668, 140, 819, 150]
classified-ad: [164, 557, 307, 602]
classified-ad: [14, 79, 155, 178]
ad-title: A HAWKE'S BAY PROPERTY.: [945, 624, 1055, 634]
ad-body: (Masterton.) WEDNESDAY, 3rd DECEMBER, 1913. ASSOCIATED AUCTIONEERS will offer as above:— 100 forward shorn ewes, 100 shorn ewes, 100 shorn wethers.: [14, 249, 155, 281]
classified-ad: [900, 79, 1100, 146]
page-number: 16: [16, 30, 33, 49]
ad-title: A REAL GOOD MONEY-MAKING PROPOSITION WHICH MUST GROW INTO VALUE.: [908, 666, 1092, 686]
ad-body: A GENUINE BARGAIN. 2700 ACRES, 2500 acres in the best English grasses, balance bush; well fenced and subdivided into 22 paddocks; watered by excellent creeks; carries 2600 sheep and 200 cattle. Buildings: 8-roomed house, woolshed, 4-stand; 9 miles from good railway station. PRICE, £7 per acre. Terms, £2000 cash, £1000 in 3 years, and the balance in 7 years at 5 per cent. The Best Value on the market. No. 2761. ABRAHAM & WILLIAMS, LTD., RANGITIKEI STREET, PALMERSTON NORTH.: [596, 150, 891, 190]
classified-ad: [900, 587, 1100, 621]
classified-ad: [316, 194, 443, 301]
column-1: [10, 60, 160, 1612]
classified-ad: [316, 301, 443, 481]
classified-ad: [596, 196, 891, 238]
